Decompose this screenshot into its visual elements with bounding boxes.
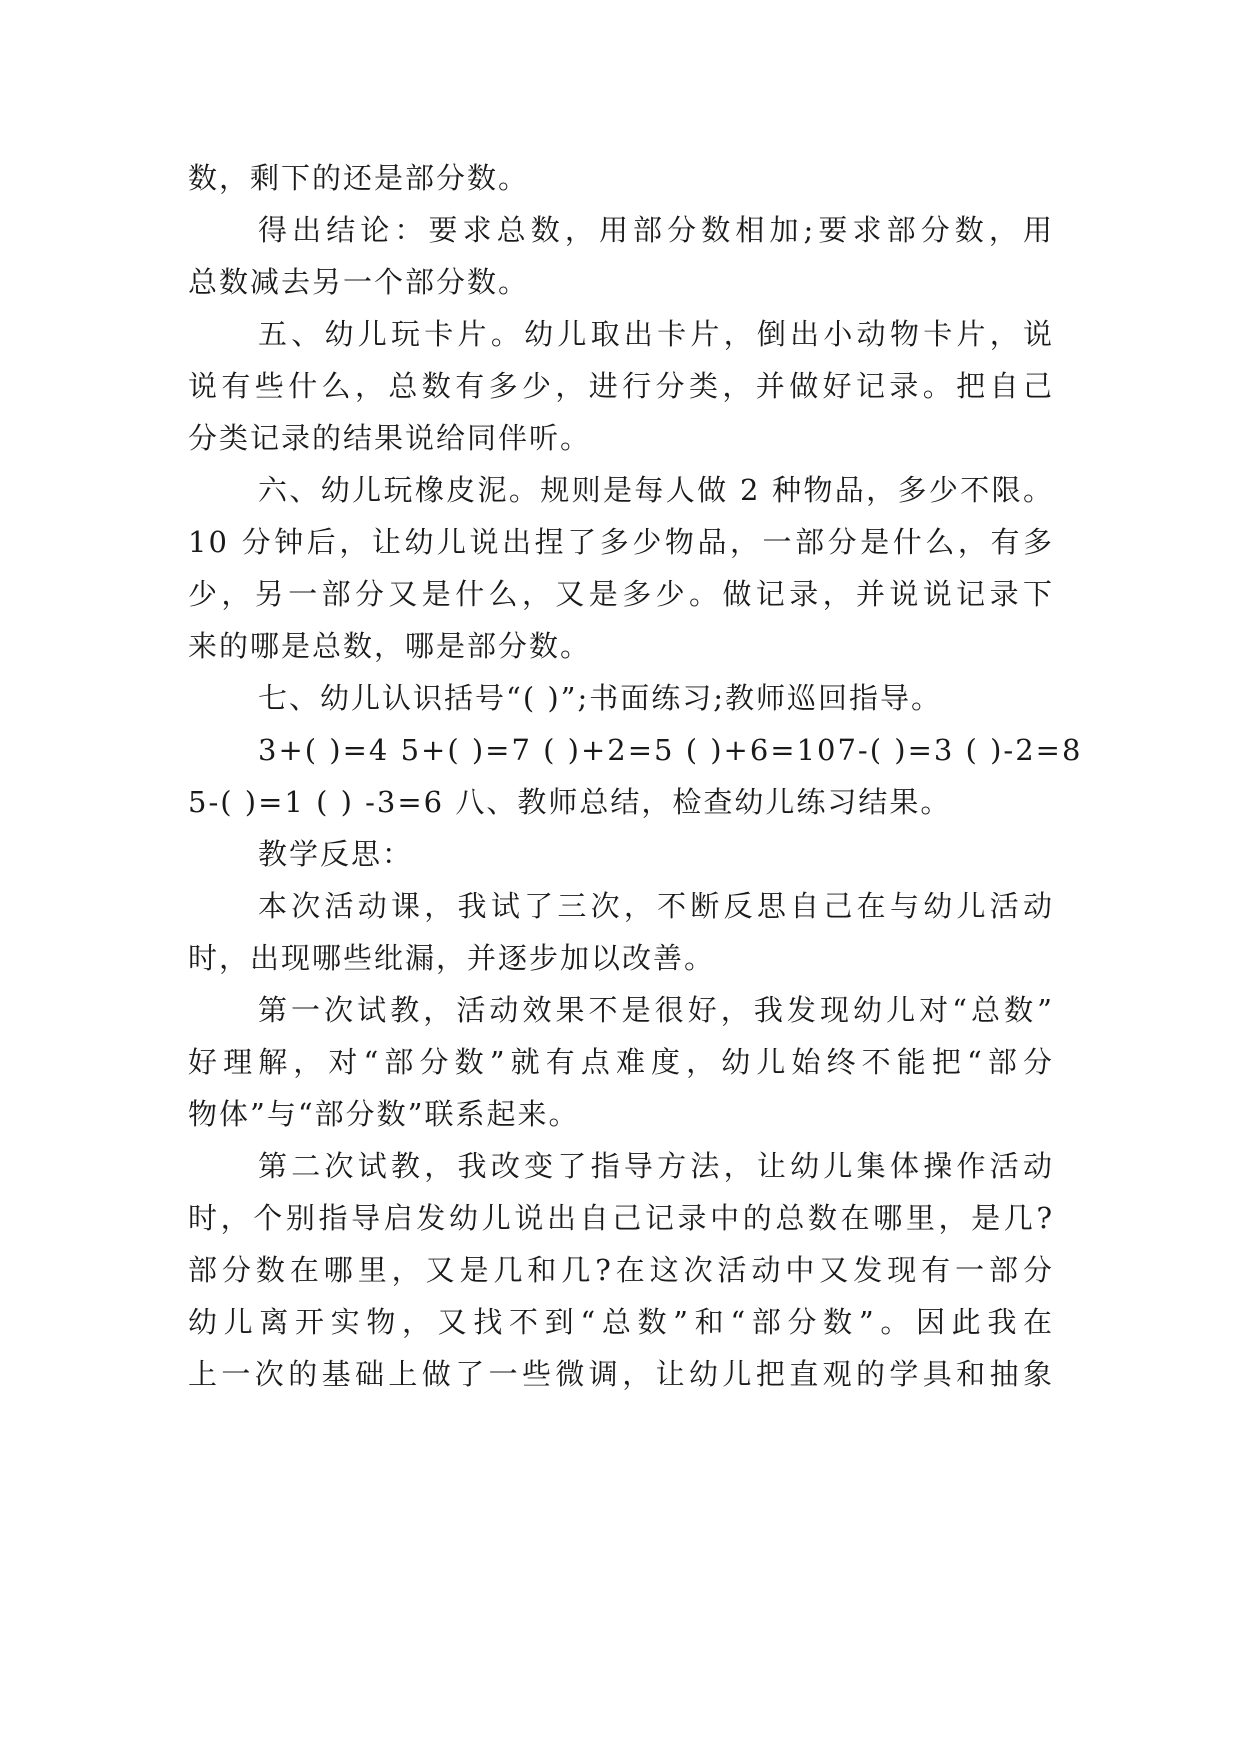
text-line: 教学反思： xyxy=(258,837,414,871)
text-line: 得出结论：要求总数，用部分数相加;要求部分数，用 xyxy=(258,213,1054,247)
text-line: 六、幼儿玩橡皮泥。规则是每人做 2 种物品，多少不限。 xyxy=(258,473,1054,507)
text-line: 数，剩下的还是部分数。 xyxy=(188,161,530,195)
text-line: 说有些什么，总数有多少，进行分类，并做好记录。把自己 xyxy=(188,369,1054,403)
text-line: 好理解，对“部分数”就有点难度，幼儿始终不能把“部分 xyxy=(188,1045,1054,1079)
text-line: 时，个别指导启发幼儿说出自己记录中的总数在哪里，是几? xyxy=(188,1201,1054,1235)
text-line: 五、幼儿玩卡片。幼儿取出卡片，倒出小动物卡片，说 xyxy=(258,317,1054,351)
text-line: 来的哪是总数，哪是部分数。 xyxy=(188,629,592,663)
text-line: 第一次试教，活动效果不是很好，我发现幼儿对“总数” xyxy=(258,993,1054,1027)
text-line: 少，另一部分又是什么，又是多少。做记录，并说说记录下 xyxy=(188,577,1054,611)
text-line: 5-( )=1 ( ) -3=6 八、教师总结，检查幼儿练习结果。 xyxy=(188,785,952,819)
text-line: 物体”与“部分数”联系起来。 xyxy=(188,1097,580,1131)
text-line: 部分数在哪里，又是几和几?在这次活动中又发现有一部分 xyxy=(188,1253,1054,1287)
text-line: 第二次试教，我改变了指导方法，让幼儿集体操作活动 xyxy=(258,1149,1054,1183)
text-line: 10 分钟后，让幼儿说出捏了多少物品，一部分是什么，有多 xyxy=(188,525,1054,559)
text-line: 七、幼儿认识括号“( )”;书面练习;教师巡回指导。 xyxy=(258,681,943,715)
text-line: 3+( )=4 5+( )=7 ( )+2=5 ( )+6=107-( )=3 ( )-2=8 xyxy=(258,733,1083,767)
text-line: 时，出现哪些纰漏，并逐步加以改善。 xyxy=(188,941,716,975)
text-line: 本次活动课，我试了三次，不断反思自己在与幼儿活动 xyxy=(258,889,1054,923)
text-line: 总数减去另一个部分数。 xyxy=(188,265,530,299)
text-line: 幼儿离开实物，又找不到“总数”和“部分数”。因此我在 xyxy=(188,1305,1054,1339)
text-line: 上一次的基础上做了一些微调，让幼儿把直观的学具和抽象 xyxy=(188,1357,1054,1391)
text-line: 分类记录的结果说给同伴听。 xyxy=(188,421,592,455)
